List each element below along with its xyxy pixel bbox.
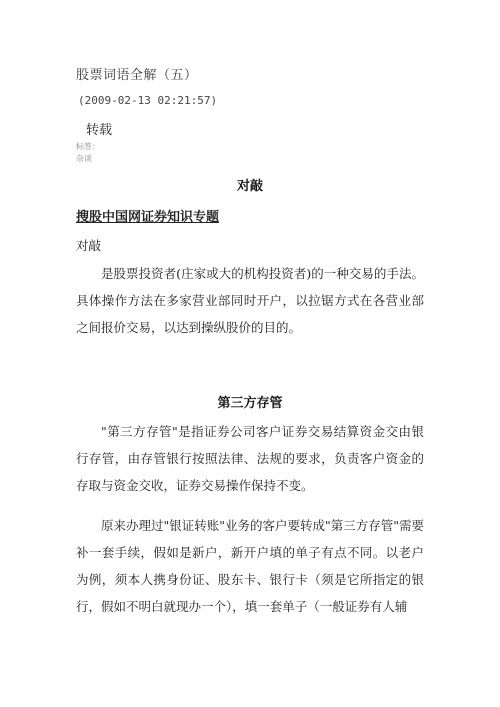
section-heading-third-party: 第三方存管 (217, 396, 283, 411)
term-label: 对敲 (76, 238, 102, 253)
paragraph-third-party-2: 原来办理过"银证转账"业务的客户要转成"第三方存管"需要补一套手续，假如是新户，新开户填的单子有点不同。以老户为例，须本人携身份证、股东卡、银行卡（须是它所指定的银行，假如不明白就现办一个），填一套单子（一般证券有人辅 (76, 518, 424, 614)
tag-value[interactable]: 杂谈 (76, 154, 92, 163)
paragraph-duiqiao: 是股票投资者(庄家或大的机构投资者)的一种交易的手法。具体操作方法在多家营业部同时开户，以拉锯方式在各营业部之间报价交易，以达到操纵股价的目的。 (76, 266, 424, 335)
paragraph-third-party-1: "第三方存管"是指证券公司客户证券交易结算资金交由银行存管，由存管银行按照法律、法规的要求，负责客户资金的存取与资金交收，证券交易操作保持不变。 (76, 424, 424, 493)
repost-label[interactable]: 转载 (86, 123, 113, 138)
article-date: (2009-02-13 02:21:57) (78, 94, 218, 107)
topic-link[interactable]: 搜股中国网证券知识专题 (76, 210, 220, 225)
section-heading-duiqiao: 对敲 (236, 179, 263, 194)
tag-label: 标签： (76, 142, 100, 151)
article-title: 股票词语全解（五） (76, 68, 198, 83)
